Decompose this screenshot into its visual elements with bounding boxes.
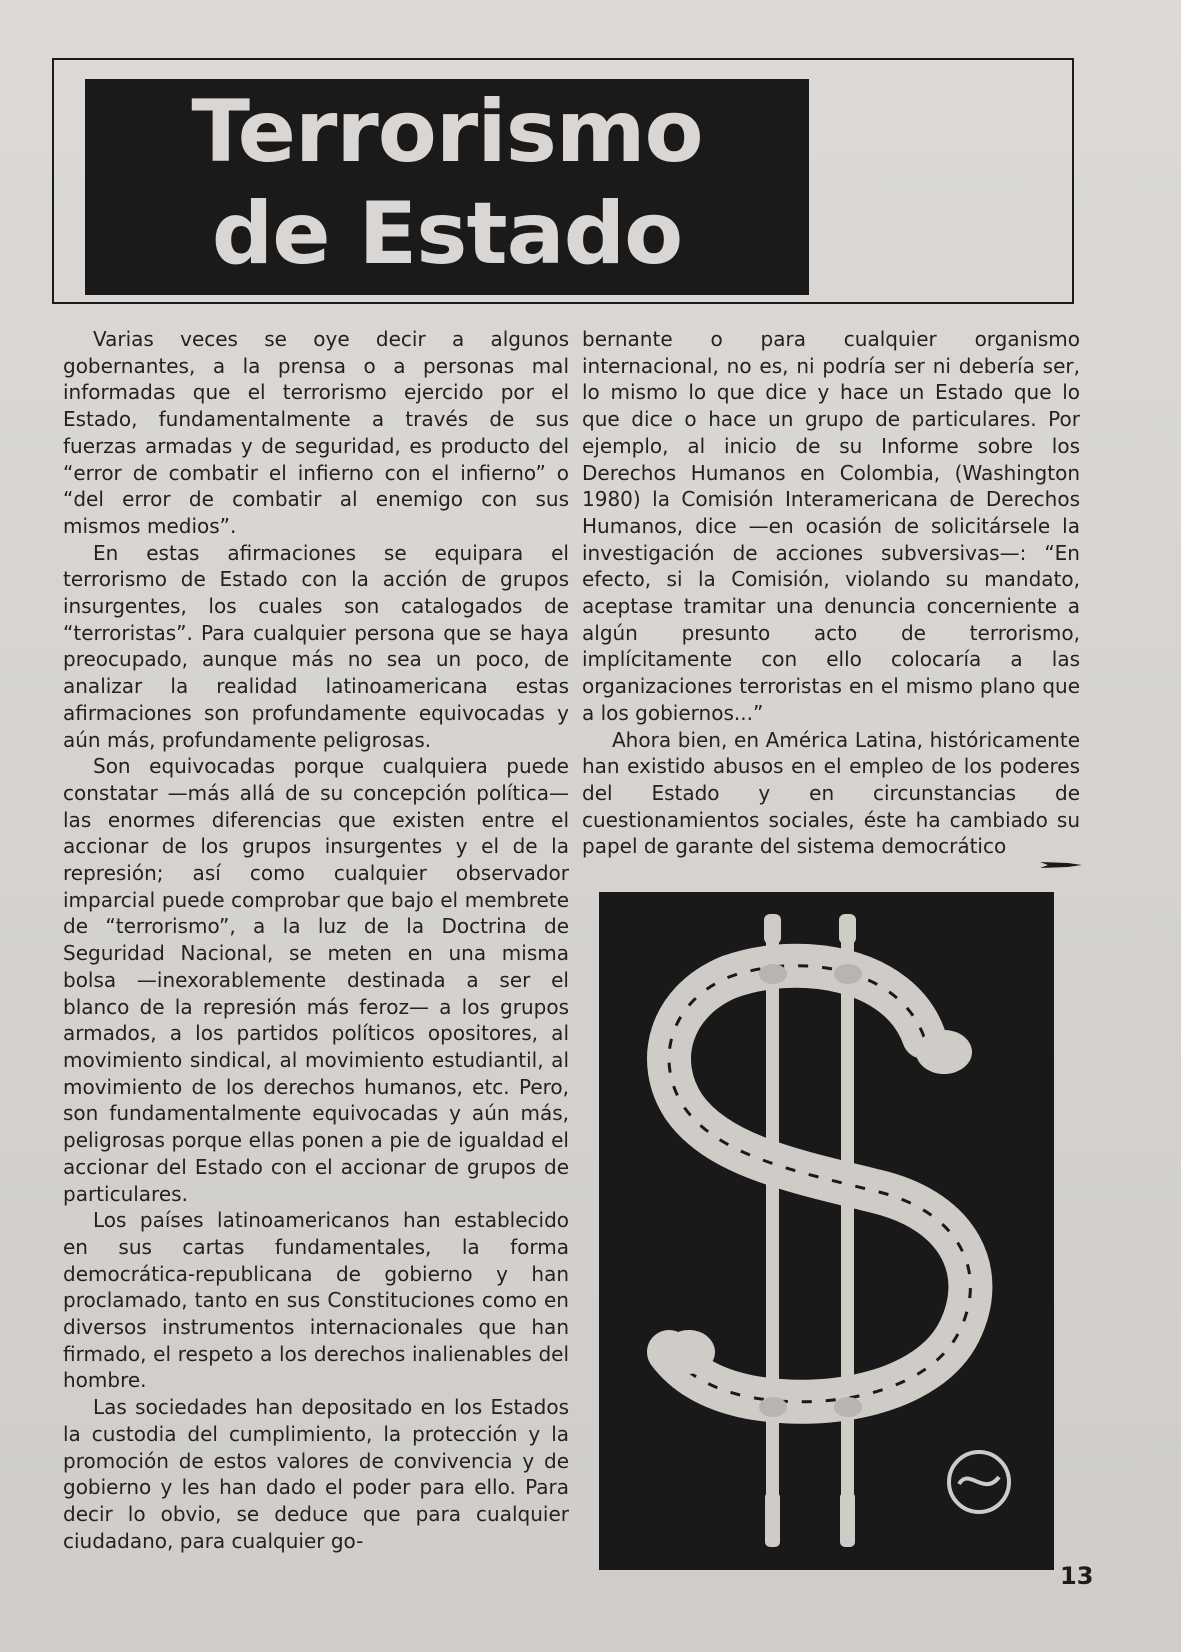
title-line-2: de Estado (211, 184, 683, 284)
paragraph: Ahora bien, en América Latina, históricamente han existido abusos en el empleo de los poderes del Estado y en circunstancias de cuestionamientos sociales, éste ha cambiado su papel de garante del sistema democrático (582, 727, 1080, 859)
page-number: 13 (1060, 1562, 1094, 1590)
paragraph: Son equivocadas porque cualquiera puede constatar —más allá de su concepción política— las enormes diferencias que existen entre el accionar de los grupos insurgentes y el de la represión; así como cualquier observador imparcial puede comprobar que bajo el membrete de “terrorismo”, a la luz de la Doctrina de Seguridad Nacional, se meten en una misma bolsa —inexorablemente destinada a ser el blanco de la represión más feroz— a los grupos armados, a los partidos políticos opositores, al movimiento sindical, al movimiento estudiantil, al movimiento de los derechos humanos, etc. Pero, son fundamentalmente equivocadas y aún más, peligrosas porque ellas ponen a pie de igualdad el accionar del Estado con el accionar de grupos de particulares. (63, 754, 569, 1206)
paragraph: En estas afirmaciones se equipara el terrorismo de Estado con la acción de grupos insurgentes, los cuales son catalogados de “terroristas”. Para cualquier persona que se haya preocupado, aunque más no sea un poco, de analizar la realidad latinoamericana estas afirmaciones son profundamente equivocadas y aún más, profundamente peligrosas. (63, 540, 569, 752)
paragraph: bernante o para cualquier organismo internacional, no es, ni podría ser ni debería ser, lo mismo lo que dice y hace un Estado que lo que dice o hace un grupo de particulares. Por ejemplo, al inicio de su Informe sobre los Derechos Humanos en Colombia, (Washington 1980) la Comisión Interamericana de Derechos Humanos, dice —en ocasión de solicitársele la investigación de acciones subversivas—: “En efecto, si la Comisión, violando su mandato, aceptase tramitar una denuncia concerniente a algún presunto acto de terrorismo, implícitamente con ello colocaría a las organizaciones terroristas en el mismo plano que a los gobiernos...” (582, 327, 1080, 725)
title-block (85, 79, 809, 295)
title-line-1: Terrorismo (191, 82, 703, 182)
dollar-sign-illustration (599, 892, 1054, 1570)
left-column (63, 326, 569, 1554)
right-column (582, 326, 1080, 860)
paragraph: Las sociedades han depositado en los Estados la custodia del cumplimiento, la protección y la promoción de estos valores de convivencia y de gobierno y les han dado el poder para ello. Para decir lo obvio, se deduce que para cualquier ciudadano, para cualquier go- (63, 1395, 569, 1553)
dollar-sign-human-figures-icon (599, 892, 1054, 1570)
arrow-right-icon (1038, 858, 1082, 872)
paragraph: Los países latinoamericanos han establecido en sus cartas fundamentales, la forma democrática-republicana de gobierno y han proclamado, tanto en sus Constituciones como en diversos instrumentos internacionales que han firmado, el respeto a los derechos inalienables del hombre. (63, 1208, 569, 1393)
paragraph: Varias veces se oye decir a algunos gobernantes, a la prensa o a personas mal informadas que el terrorismo ejercido por el Estado, fundamentalmente a través de sus fuerzas armadas y de seguridad, es producto del “error de combatir el infierno con el infierno” o “del error de combatir al enemigo con sus mismos medios”. (63, 327, 569, 538)
